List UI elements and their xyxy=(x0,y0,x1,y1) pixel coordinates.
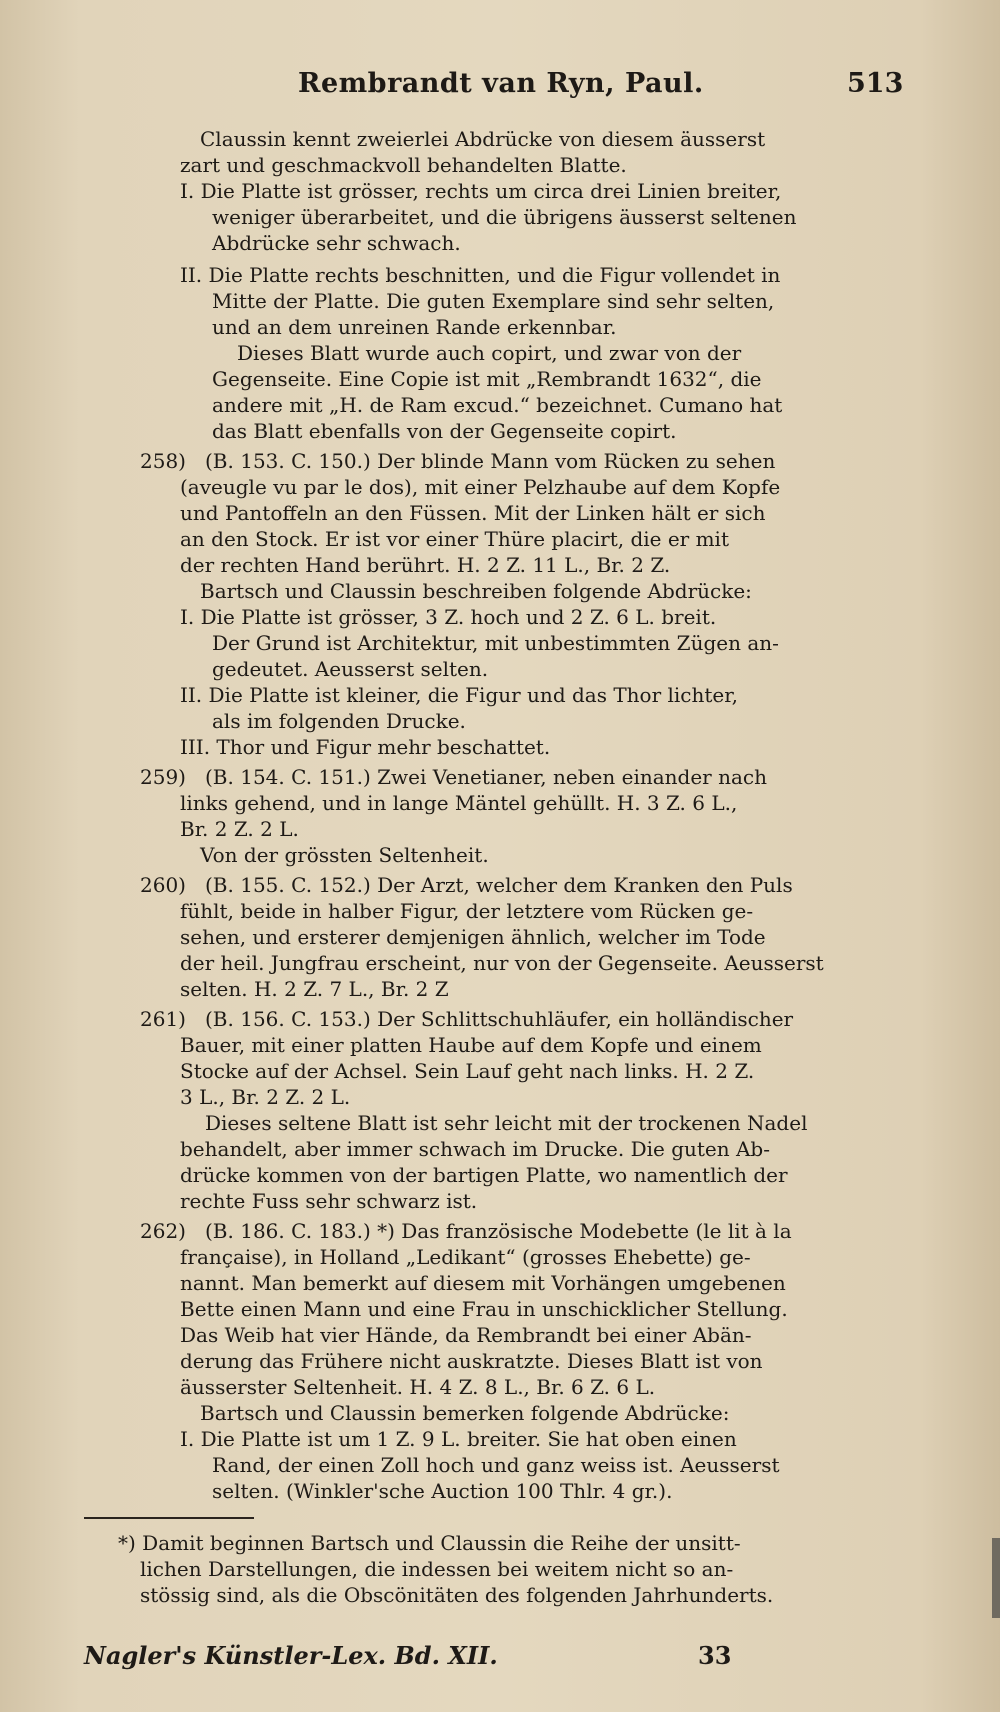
text-line: rechte Fuss sehr schwarz ist. xyxy=(180,1189,478,1213)
entry-number: 259) xyxy=(140,765,186,789)
text-line: der rechten Hand berührt. H. 2 Z. 11 L., Br. 2 Z. xyxy=(180,553,671,577)
entry-number: 260) xyxy=(140,873,186,897)
text-line: (B. 156. C. 153.) Der Schlittschuhläufer, ein holländischer xyxy=(205,1007,794,1031)
signature-mark: Nagler's Künstler-Lex. Bd. XII. xyxy=(84,1641,498,1670)
text-line: weniger überarbeitet, und die übrigens äusserst seltenen xyxy=(212,205,797,229)
text-line: II. Die Platte ist kleiner, die Figur und das Thor lichter, xyxy=(180,683,738,707)
footnote-rule xyxy=(84,1517,254,1519)
sheet-number: 33 xyxy=(698,1641,732,1670)
text-line: gedeutet. Aeusserst selten. xyxy=(212,657,489,681)
text-line: äusserster Seltenheit. H. 4 Z. 8 L., Br. 6 Z. 6 L. xyxy=(180,1375,656,1399)
text-line: I. Die Platte ist grösser, rechts um circa drei Linien breiter, xyxy=(180,179,782,203)
text-line: (B. 154. C. 151.) Zwei Venetianer, neben einander nach xyxy=(205,765,767,789)
text-line: Dieses Blatt wurde auch copirt, und zwar von der xyxy=(237,341,742,365)
text-line: behandelt, aber immer schwach im Drucke. Die guten Ab- xyxy=(180,1137,770,1161)
text-line: drücke kommen von der bartigen Platte, wo namentlich der xyxy=(180,1163,788,1187)
text-line: II. Die Platte rechts beschnitten, und die Figur vollendet in xyxy=(180,263,781,287)
text-line: und an dem unreinen Rande erkennbar. xyxy=(212,315,617,339)
text-line: Bette einen Mann und eine Frau in unschicklicher Stellung. xyxy=(180,1297,788,1321)
text-line: (B. 155. C. 152.) Der Arzt, welcher dem Kranken den Puls xyxy=(205,873,793,897)
text-line: nannt. Man bemerkt auf diesem mit Vorhängen umgebenen xyxy=(180,1271,786,1295)
footnote-line: *) Damit beginnen Bartsch und Claussin die Reihe der unsitt- xyxy=(118,1531,741,1555)
text-line: I. Die Platte ist grösser, 3 Z. hoch und 2 Z. 6 L. breit. xyxy=(180,605,717,629)
footnote-line: stössig sind, als die Obscönitäten des folgenden Jahrhunderts. xyxy=(140,1583,774,1607)
text-line: Gegenseite. Eine Copie ist mit „Rembrandt 1632“, die xyxy=(212,367,762,391)
text-line: das Blatt ebenfalls von der Gegenseite copirt. xyxy=(212,419,677,443)
text-line: (B. 186. C. 183.) *) Das französische Modebette (le lit à la xyxy=(205,1219,792,1243)
text-line: 3 L., Br. 2 Z. 2 L. xyxy=(180,1085,351,1109)
text-line: derung das Frühere nicht auskratzte. Dieses Blatt ist von xyxy=(180,1349,763,1373)
text-line: Bauer, mit einer platten Haube auf dem Kopfe und einem xyxy=(180,1033,762,1057)
text-line: Mitte der Platte. Die guten Exemplare sind sehr selten, xyxy=(212,289,775,313)
text-line: Dieses seltene Blatt ist sehr leicht mit der trockenen Nadel xyxy=(205,1111,808,1135)
text-line: (aveugle vu par le dos), mit einer Pelzhaube auf dem Kopfe xyxy=(180,475,781,499)
text-line: Rand, der einen Zoll hoch und ganz weiss ist. Aeusserst xyxy=(212,1453,780,1477)
page-footer xyxy=(84,1641,904,1675)
text-line: Das Weib hat vier Hände, da Rembrandt bei einer Abän- xyxy=(180,1323,752,1347)
text-line: Claussin kennt zweierlei Abdrücke von diesem äusserst xyxy=(200,127,766,151)
page-edge-shadow xyxy=(992,1538,1000,1618)
text-line: Abdrücke sehr schwach. xyxy=(212,231,461,255)
text-line: sehen, und ersterer demjenigen ähnlich, welcher im Tode xyxy=(180,925,766,949)
text-line: Der Grund ist Architektur, mit unbestimmten Zügen an- xyxy=(212,631,779,655)
entry-number: 262) xyxy=(140,1219,186,1243)
text-line: Bartsch und Claussin beschreiben folgende Abdrücke: xyxy=(200,579,752,603)
text-line: und Pantoffeln an den Füssen. Mit der Linken hält er sich xyxy=(180,501,766,525)
text-line: fühlt, beide in halber Figur, der letztere vom Rücken ge- xyxy=(180,899,754,923)
header-title: Rembrandt van Ryn, Paul. xyxy=(298,68,704,99)
entry-number: 258) xyxy=(140,449,186,473)
text-line: (B. 153. C. 150.) Der blinde Mann vom Rücken zu sehen xyxy=(205,449,776,473)
text-line: zart und geschmackvoll behandelten Blatte. xyxy=(180,153,627,177)
text-line: III. Thor und Figur mehr beschattet. xyxy=(180,735,551,759)
text-line: I. Die Platte ist um 1 Z. 9 L. breiter. Sie hat oben einen xyxy=(180,1427,737,1451)
page-number: 513 xyxy=(847,68,904,99)
text-line: an den Stock. Er ist vor einer Thüre placirt, die er mit xyxy=(180,527,729,551)
text-line: selten. H. 2 Z. 7 L., Br. 2 Z xyxy=(180,977,449,1001)
footnote-line: lichen Darstellungen, die indessen bei weitem nicht so an- xyxy=(140,1557,734,1581)
text-line: Von der grössten Seltenheit. xyxy=(200,843,489,867)
text-line: Br. 2 Z. 2 L. xyxy=(180,817,299,841)
running-header xyxy=(0,68,1000,108)
text-line: Stocke auf der Achsel. Sein Lauf geht nach links. H. 2 Z. xyxy=(180,1059,755,1083)
entry-number: 261) xyxy=(140,1007,186,1031)
text-line: française), in Holland „Ledikant“ (grosses Ehebette) ge- xyxy=(180,1245,751,1269)
text-line: andere mit „H. de Ram excud.“ bezeichnet. Cumano hat xyxy=(212,393,783,417)
text-line: Bartsch und Claussin bemerken folgende Abdrücke: xyxy=(200,1401,730,1425)
text-line: selten. (Winkler'sche Auction 100 Thlr. 4 gr.). xyxy=(212,1479,673,1503)
text-line: der heil. Jungfrau erscheint, nur von der Gegenseite. Aeusserst xyxy=(180,951,824,975)
text-line: links gehend, und in lange Mäntel gehüllt. H. 3 Z. 6 L., xyxy=(180,791,738,815)
text-line: als im folgenden Drucke. xyxy=(212,709,466,733)
